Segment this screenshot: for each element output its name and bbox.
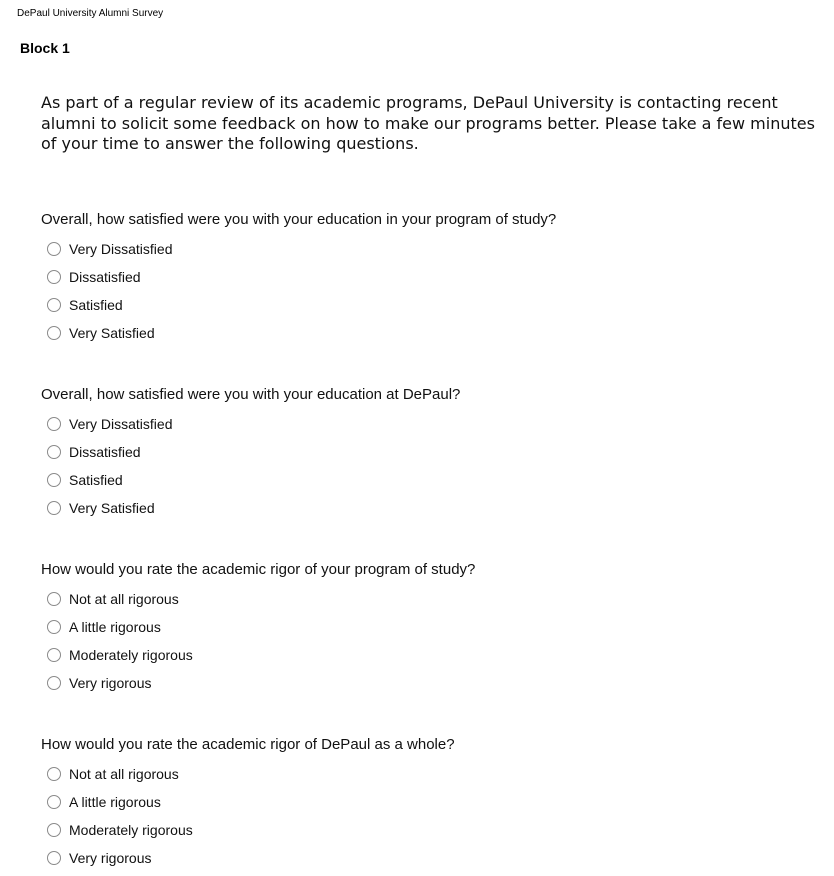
option-very-dissatisfied[interactable]	[41, 235, 801, 263]
block-title: Block 1	[20, 40, 70, 56]
option-label: Not at all rigorous	[69, 766, 179, 782]
question-depaul-satisfaction	[41, 386, 801, 522]
option-dissatisfied[interactable]	[41, 438, 801, 466]
survey-title: DePaul University Alumni Survey	[17, 8, 164, 19]
question-program-rigor	[41, 561, 801, 697]
option-label: Moderately rigorous	[69, 822, 193, 838]
option-label: A little rigorous	[69, 619, 161, 635]
option-label: Very Dissatisfied	[69, 241, 173, 257]
radio-button[interactable]	[47, 648, 61, 662]
question-text: Overall, how satisfied were you with your education in your program of study?	[41, 211, 557, 228]
option-label: Dissatisfied	[69, 269, 141, 285]
option-satisfied[interactable]	[41, 466, 801, 494]
option-not-at-all-rigorous[interactable]	[41, 760, 801, 788]
option-label: Not at all rigorous	[69, 591, 179, 607]
option-a-little-rigorous[interactable]	[41, 788, 801, 816]
radio-button[interactable]	[47, 823, 61, 837]
radio-button[interactable]	[47, 298, 61, 312]
radio-button[interactable]	[47, 445, 61, 459]
radio-button[interactable]	[47, 676, 61, 690]
question-text: Overall, how satisfied were you with your education at DePaul?	[41, 386, 461, 403]
option-very-satisfied[interactable]	[41, 319, 801, 347]
radio-button[interactable]	[47, 767, 61, 781]
radio-button[interactable]	[47, 620, 61, 634]
radio-button[interactable]	[47, 270, 61, 284]
option-label: A little rigorous	[69, 794, 161, 810]
question-depaul-rigor	[41, 736, 801, 872]
option-moderately-rigorous[interactable]	[41, 641, 801, 669]
intro-text: As part of a regular review of its academic programs, DePaul University is contacting recent alumni to solicit some feedback on how to make our programs better. Please take a few minutes of your time to answer the following questions.	[41, 93, 815, 153]
radio-button[interactable]	[47, 417, 61, 431]
option-label: Satisfied	[69, 297, 123, 313]
question-text: How would you rate the academic rigor of DePaul as a whole?	[41, 736, 455, 753]
option-label: Very Dissatisfied	[69, 416, 173, 432]
question-program-satisfaction	[41, 211, 801, 347]
option-very-rigorous[interactable]	[41, 669, 801, 697]
radio-button[interactable]	[47, 851, 61, 865]
option-moderately-rigorous[interactable]	[41, 816, 801, 844]
radio-button[interactable]	[47, 501, 61, 515]
option-not-at-all-rigorous[interactable]	[41, 585, 801, 613]
option-label: Very Satisfied	[69, 500, 155, 516]
option-label: Satisfied	[69, 472, 123, 488]
option-label: Very rigorous	[69, 675, 152, 691]
question-text: How would you rate the academic rigor of your program of study?	[41, 561, 476, 578]
radio-button[interactable]	[47, 242, 61, 256]
option-satisfied[interactable]	[41, 291, 801, 319]
option-label: Dissatisfied	[69, 444, 141, 460]
option-very-satisfied[interactable]	[41, 494, 801, 522]
radio-button[interactable]	[47, 795, 61, 809]
option-very-rigorous[interactable]	[41, 844, 801, 872]
radio-button[interactable]	[47, 592, 61, 606]
option-label: Very rigorous	[69, 850, 152, 866]
option-label: Moderately rigorous	[69, 647, 193, 663]
radio-button[interactable]	[47, 473, 61, 487]
option-very-dissatisfied[interactable]	[41, 410, 801, 438]
radio-button[interactable]	[47, 326, 61, 340]
option-dissatisfied[interactable]	[41, 263, 801, 291]
option-a-little-rigorous[interactable]	[41, 613, 801, 641]
option-label: Very Satisfied	[69, 325, 155, 341]
